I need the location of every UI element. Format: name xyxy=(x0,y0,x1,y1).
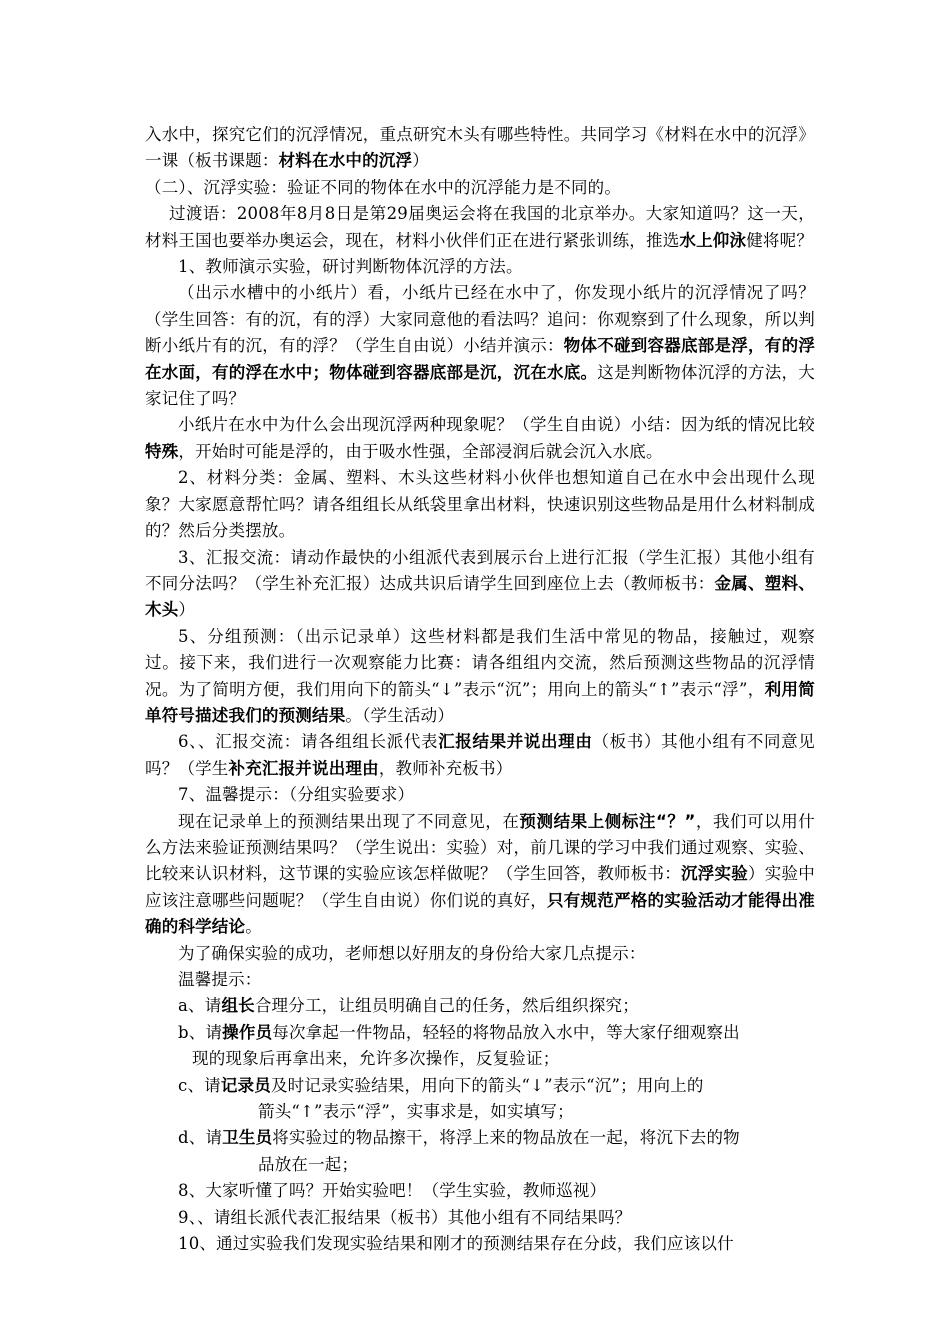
bold-text: 汇报结果并说出理由 xyxy=(438,732,593,752)
text: 5、分组预测：（出示记录单）这些材料都是我们生活中常见的物品，接触过，观察过。接下来，我们进行一次观察能力比赛：请各组组内交流，然后预测这些物品的沉浮情况。为了简明方便，我们用向下的箭头“↓”表示“沉”；用向上的箭头“↑”表示“浮”， xyxy=(145,626,815,699)
paragraph-paper xyxy=(145,412,815,465)
text: a、请 xyxy=(178,996,222,1016)
text-continuation: 现的现象后再拿出来，允许多次操作，反复验证； xyxy=(192,1049,560,1069)
paragraph-transition xyxy=(145,201,815,254)
bold-role: 卫生员 xyxy=(222,1128,273,1148)
text: 合理分工，让组员明确自己的任务，然后组织探究； xyxy=(254,996,639,1016)
paragraph-step-3 xyxy=(145,545,815,624)
text-continuation: 箭头“↑”表示“浮”，实事求是，如实填写； xyxy=(258,1102,574,1122)
text: 过渡语：2008年8月8日是第29届奥运会将在我国的北京举办。大家知道吗？这一天，材料王国也要举办奥运会，现在，材料小伙伴们正在进行紧张训练，推选 xyxy=(145,204,815,250)
bold-text: 预测结果上侧标注“？” xyxy=(519,811,696,831)
bold-text: 沉浮实验 xyxy=(681,864,749,884)
paragraph-step-8: 8、大家听懂了吗？开始实验吧！（学生实验，教师巡视） xyxy=(178,1181,607,1201)
paragraph-tips-label: 温馨提示： xyxy=(178,970,262,989)
paragraph-step-6 xyxy=(145,729,815,782)
text: ） xyxy=(412,151,429,171)
paragraph-step-5 xyxy=(145,624,815,730)
paragraph-step-2: 2、材料分类：金属、塑料、木头这些材料小伙伴也想知道自己在水中会出现什么现象？大家愿意帮忙吗？请各组组长从纸袋里拿出材料，快速识别这些物品是用什么材料制成的？然后分类摆放。 xyxy=(145,468,815,541)
bold-text: 特殊 xyxy=(145,441,179,461)
text: b、请 xyxy=(178,1022,223,1042)
paragraph-prediction xyxy=(145,809,815,941)
tip-item-b xyxy=(145,1020,815,1073)
bold-text: 物体不碰到容器底部是浮，有的浮在水面，有的浮在水中；物体碰到容器底部是沉，沉在水底。 xyxy=(145,336,816,382)
paragraph-step-9: 9、、请组长派代表汇报结果（板书）其他小组有不同结果吗？ xyxy=(178,1207,632,1227)
bold-text: 水上仰泳 xyxy=(679,230,747,250)
bold-role: 记录员 xyxy=(220,1075,271,1095)
tip-item-d xyxy=(145,1125,815,1178)
bold-lesson-title: 材料在水中的沉浮 xyxy=(278,151,413,171)
tip-item-c xyxy=(145,1073,815,1126)
paragraph-demo xyxy=(145,280,815,412)
text: 6、、汇报交流：请各组组长派代表 xyxy=(178,732,439,752)
section-heading: （二）、沉浮实验：验证不同的物体在水中的沉浮能力是不同的。 xyxy=(145,177,622,197)
text-continuation: 品放在一起； xyxy=(258,1154,359,1174)
text: 。（学生活动） xyxy=(345,705,455,725)
paragraph-tips-intro: 为了确保实验的成功，老师想以好朋友的身份给大家几点提示： xyxy=(178,943,646,963)
paragraph-step-7: 7、温馨提示：（分组实验要求） xyxy=(178,785,415,805)
paragraph-intro xyxy=(145,122,815,175)
text: ） xyxy=(178,600,196,620)
bold-text: 金属、塑料、木头 xyxy=(145,573,815,620)
text: 小纸片在水中为什么会出现沉浮两种现象呢？（学生自由说）小结：因为纸的情况比较 xyxy=(178,415,815,435)
paragraph-step-1: 1、教师演示实验，研讨判断物体沉浮的方法。 xyxy=(178,257,523,277)
text: ，开始时可能是浮的，由于吸水性强，全部浸润后就会沉入水底。 xyxy=(178,441,663,461)
text: （出示水槽中的小纸片）看，小纸片已经在水中了，你发现小纸片的沉浮情况了吗？（学生回答：有的沉，有的浮）大家同意他的看法吗？追问：你观察到了什么现象，所以判断小纸片有的沉，有的浮？（学生自由说）小结并演示： xyxy=(145,283,815,356)
bold-text: 只有规范严格的实验活动才能得出准确的科学结论 xyxy=(145,890,815,937)
bold-role: 组长 xyxy=(221,996,255,1016)
bold-text: 补充汇报并说出理由 xyxy=(228,758,379,778)
text: ，我们可以用什么方法来验证预测结果吗？（学生说出：实验）对，前几课的学习中我们通过观察、实验、比较来认识材料，这节课的实验应该怎样做呢？（学生回答，教师板书： xyxy=(145,811,816,884)
text: 现在记录单上的预测结果出现了不同意见，在 xyxy=(178,811,520,831)
text: c、请 xyxy=(178,1075,221,1095)
bold-text: 利用简单符号描述我们的预测结果 xyxy=(145,679,815,725)
text: 。 xyxy=(245,917,262,937)
text: 3、汇报交流：请动作最快的小组派代表到展示台上进行汇报（学生汇报）其他小组有不同分法吗？（学生补充汇报）达成共识后请学生回到座位上去（教师板书： xyxy=(145,547,815,593)
paragraph-step-10: 10、通过实验我们发现实验结果和刚才的预测结果存在分歧，我们应该以什 xyxy=(178,1234,734,1254)
text: 入水中，探究它们的沉浮情况，重点研究木头有哪些特性。共同学习《材料在水中的沉浮》一课（板书课题： xyxy=(145,125,815,171)
text: ，教师补充板书） xyxy=(378,758,513,778)
text: （板书）其他小组有不同意见吗？（学生 xyxy=(145,732,815,778)
text: 将实验过的物品擦干，将浮上来的物品放在一起，将沉下去的物 xyxy=(272,1128,740,1148)
text: d、请 xyxy=(178,1128,223,1148)
text: 每次拿起一件物品，轻轻的将物品放入水中，等大家仔细观察出 xyxy=(272,1022,740,1042)
text: 及时记录实验结果，用向下的箭头“↓”表示“沉”；用向上的 xyxy=(270,1075,704,1095)
text: 健将呢？ xyxy=(746,230,814,250)
text: 这是判断物体沉浮的方法，大家记住了吗？ xyxy=(145,362,815,409)
text: ）实验中应该注意哪些问题呢？（学生自由说）你们说的真好， xyxy=(145,864,815,910)
document-body xyxy=(145,122,815,1257)
tip-item-a xyxy=(145,993,815,1019)
bold-role: 操作员 xyxy=(222,1022,273,1042)
